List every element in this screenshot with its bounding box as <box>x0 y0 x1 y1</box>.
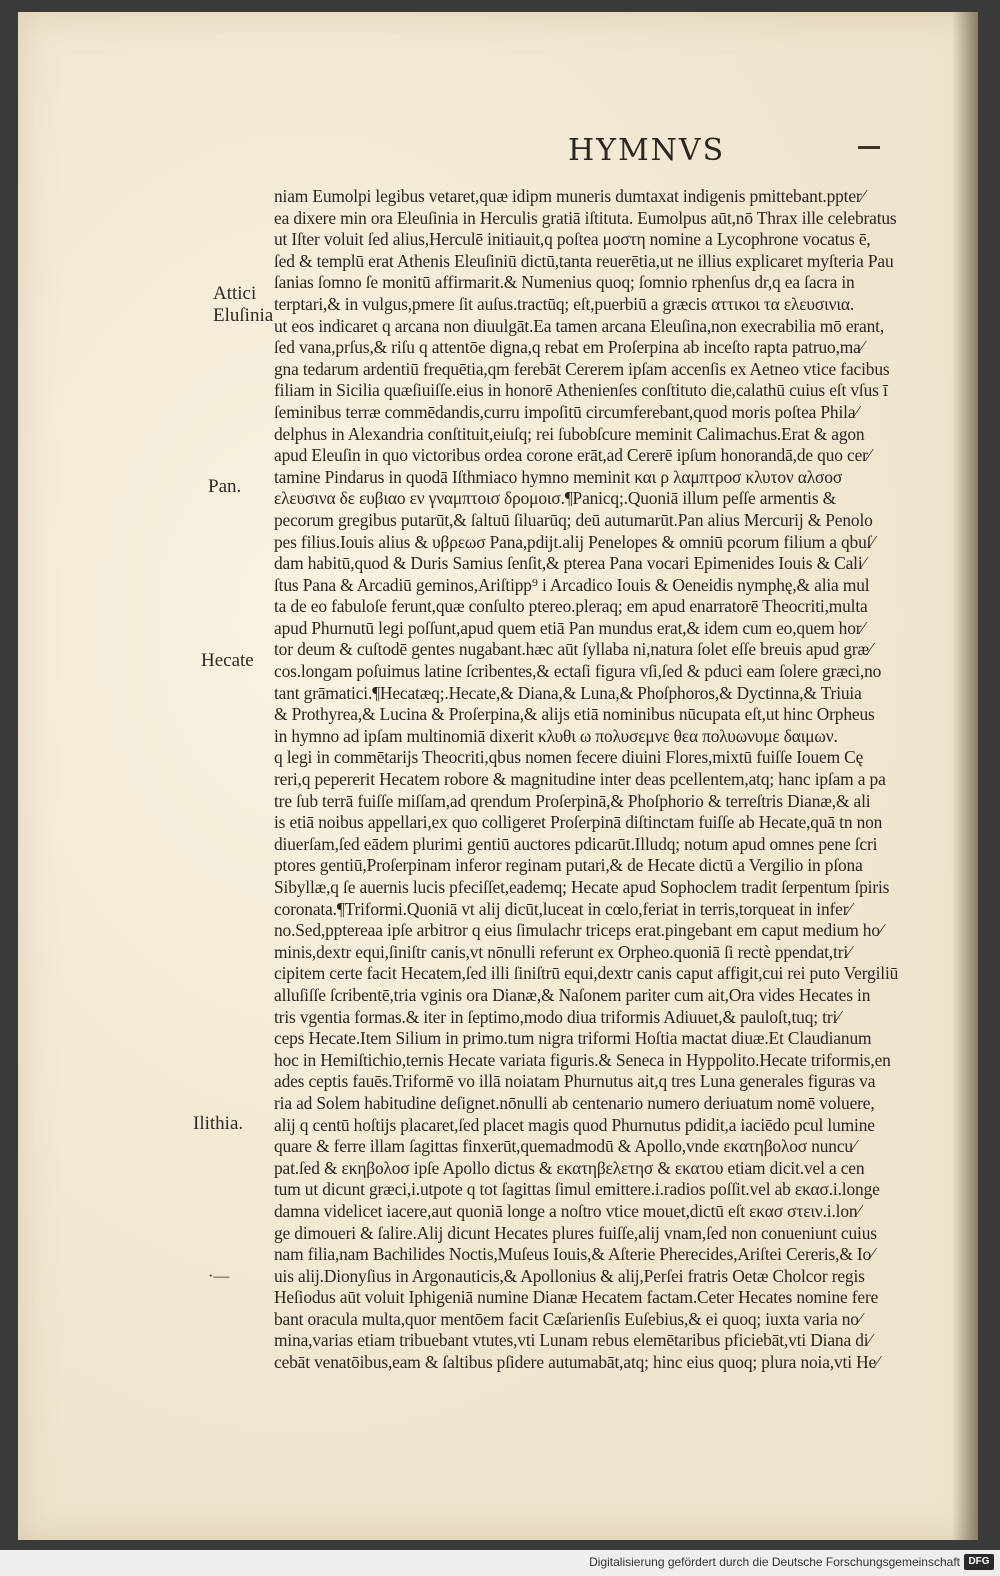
text-line: ſed & templū erat Athenis Eleuſiniū dictū,tanta reuerētia,ut ne illius explicaret myſteria Pau <box>274 250 894 271</box>
text-line: ut Iſter voluit ſed alius,Herculē initiauit,q poſtea μοστη nomine a Lycophrone vocatus ē, <box>274 229 871 250</box>
text-line: cebāt venatōibus,eam & ſaltibus pſidere autumabāt,atq; hinc eius quoq; plura noia,vti He⁄ <box>274 1352 879 1373</box>
text-line: ptores gentiū,Proſerpinam inferor reginam putari,& de Hecate dictū a Vergilio in pſona <box>274 855 863 876</box>
text-line: tamine Pindarus in quodā Iſthmiaco hymno meminit και ρ λαμπτροσ κλυτον αλσοσ <box>274 466 843 487</box>
text-line: ades ceptis fauēs.Triformē vo illā noiatam Phurnutus ait,q tres Luna generales figuras va <box>274 1071 876 1092</box>
text-line: is etiā noibus appellari,ex quo colligeret Proſerpinā diſtinctam fuiſſe ab Hecate,quā tn non <box>274 812 883 833</box>
text-line: in hymno ad ipſam multinomiā dixerit κλυθι ω πολυσεμνε θεα πολυωνυμε δαιμων. <box>274 725 838 746</box>
text-line: ta de eo fabuloſe ferunt,quæ conſulto ptereo.pleraq; em apud enarratorē Theocriti,multa <box>274 596 868 617</box>
margin-note-ilithia: Ilithia. <box>193 1113 244 1134</box>
margin-mark: ·— <box>208 1268 230 1285</box>
text-line: ſeminibus terræ commēdandis,curru impoſitū circumferebant,quod moris poſtea Phila⁄ <box>274 401 859 422</box>
margin-note-attici <box>213 283 273 327</box>
text-line: & Prothyrea,& Lucina & Proſerpina,& alijs etiā nominibus nūcupata eſt,ut hinc Orpheus <box>274 704 875 725</box>
text-line: terptari,& in vulgus,pmere ſit auſus.tractūq; eſt,puerbiū a græcis αττικοι τα ελευσινια. <box>274 293 855 314</box>
text-line: hoc in Hemiſtichio,ternis Hecate variata figuris.& Seneca in Hyppolito.Hecate triformis,en <box>274 1049 891 1070</box>
text-line: tum ut dicunt græci,i.utpote q tot ſagittas ſimul emittere.i.radios poſſit.vel ab εκασ.i.longe <box>274 1179 880 1200</box>
text-line: tris vgentia formas.& iter in ſeptimo,modo diua triformis Adiuuet,& pauloſt,tuq; tri⁄ <box>274 1006 840 1027</box>
text-line: no.Sed,pptereaa ipſe arbitror q eius ſimulachr triceps erat.pingebant em caput medium ho⁄ <box>274 920 883 941</box>
main-text-block <box>274 186 964 1374</box>
margin-note-attici-line: Eluſinia <box>213 305 274 326</box>
text-line: minis,dextr equi,ſiniſtr canis,vt nōnulli referunt ex Orpheo.quoniā ſi rectè ppendat,tri⁄ <box>274 941 851 962</box>
running-header: HYMNVS <box>568 133 726 168</box>
text-line: ceps Hecate.Item Silium in primo.tum nigra triformi Hoſtia mactat diuæ.Et Claudianum <box>274 1028 872 1049</box>
text-line: pecorum gregibus putarūt,& ſaltuū ſiluarūq; deū autumarūt.Pan alius Mercurij & Penolo <box>274 509 873 530</box>
text-line: ea dixere min ora Eleuſinia in Herculis gratiā iſtituta. Eumolpus aūt,nō Thrax ille celebratus <box>274 207 897 228</box>
text-line: alluſiſſe ſcribentē,tria vginis ora Dianæ,& Naſonem pariter cum ait,Ora vides Hecates in <box>274 984 871 1005</box>
header-ornament-dash <box>858 146 880 149</box>
text-line: niam Eumolpi legibus vetaret,quæ idipm muneris dumtaxat indigenis pmittebant.ppter⁄ <box>274 186 865 206</box>
text-line: delphus in Alexandria conſtituit,eiuſq; rei ſubobſcure meminit Calimachus.Erat & agon <box>274 423 865 444</box>
text-line: Heſiodus aūt voluit Iphigeniā numine Dianæ Hecatem factam.Ceter Hecates nomine fere <box>274 1287 879 1308</box>
text-line: apud Eleuſin in quo victoribus ordea corone erāt,ad Cererē ipſum honorandā,de quo cer⁄ <box>274 445 871 466</box>
margin-note-hecate: Hecate <box>201 650 254 671</box>
text-line: quare & ferre illam ſagittas finxerūt,quemadmodū & Apollo,vnde εκατηβολοσ nuncu⁄ <box>274 1136 856 1157</box>
text-line: Sibyllæ,q ſe auernis lucis pfeciſſet,eademq; Hecate apud Sophoclem tradit ſerpentum ſpiris <box>274 877 890 897</box>
text-line: ſanias ſomno ſe monitū affirmarit.& Numenius quoq; ſomnio rphenſus dr,q ea ſacra in <box>274 272 855 293</box>
text-line: damna videlicet iacere,aut quoniā longe a noſtro vtice mouet,dictū eſt εκασ στειν.i.lon⁄ <box>274 1200 861 1221</box>
text-line: tre ſub terrā fuiſſe miſſam,ad qrendum Proſerpinā,& Phoſphorio & terreſtris Dianæ,& ali <box>274 790 871 811</box>
text-line: reri,q pepererit Hecatem robore & magnitudine inter deas pcellentem,atq; hanc ipſam a pa <box>274 769 886 790</box>
text-line: alij q centū hoſtijs placaret,ſed placet magis quod Phurnutus pdidit,a iaciēdo pcul lumine <box>274 1114 875 1135</box>
text-line: bant oracula multa,quor mentōem facit Cæſarienſis Euſebius,& ei quoq; iuxta varia no⁄ <box>274 1308 862 1329</box>
text-line: nam filia,nam Bachilides Noctis,Muſeus Iouis,& Aſterie Pherecides,Ariſtei Cereris,& Io⁄ <box>274 1244 874 1265</box>
text-line: cipitem certe facit Hecatem,ſed illi ſiniſtrū equi,dextr canis caput affigit,cui rei puto Vergiliū <box>274 963 899 984</box>
text-line: pat.ſed & εκηβολοσ ipſe Apollo dictus & εκατηβελετησ & εκατου etiam dicit.vel a cen <box>274 1157 865 1178</box>
text-line: cos.longam poſuimus latine ſcribentes,& ectaſi figura vſi,ſed & pduci eam ſolere græci,no <box>274 661 882 682</box>
footer-credit: Digitalisierung gefördert durch die Deutsche Forschungsgemeinschaft <box>589 1555 960 1569</box>
text-line: diuerſam,ſed eādem plurimi gentiū auctores pdicarūt.Illudq; notum apud omnes pene ſcri <box>274 833 878 854</box>
text-line: coronata.¶Triformi.Quoniā vt alij dicūt,luceat in cœlo,feriat in terris,torqueat in infer⁄ <box>274 898 852 919</box>
text-line: ελευσινα δε ευβιαο εν γναμπτοισ δρομοισ.¶Panicq;.Quoniā illum peſſe armentis & <box>274 488 837 509</box>
text-line: ſtus Pana & Arcadiū geminos,Ariſtipp⁹ i Arcadico Iouis & Oeneidis nymphę,& alia mul <box>274 574 870 595</box>
text-line: q legi in commētarijs Theocriti,qbus nomen fecere diuini Flores,mixtū fuiſſe Iouem Cę <box>274 747 864 768</box>
text-line: apud Phurnutū legi poſſunt,apud quem etiā Pan mundus erat,& idem cum eo,quem hor⁄ <box>274 617 865 638</box>
text-line: ſed vana,prſus,& riſu q attentōe digna,q rebat em Proſerpina ab inceſto rapta patruo,ma⁄ <box>274 337 864 358</box>
text-line: uis alij.Dionyſius in Argonauticis,& Apollonius & alij,Perſei fratris Oetæ Cholcor regis <box>274 1265 865 1286</box>
text-line: pes filius.Iouis alius & υβρεωσ Pana,pdijt.alij Penelopes & omniū pcorum filium a qbuſ⁄ <box>274 531 875 552</box>
text-line: ge dimoueri & ſalire.Alij dicunt Hecates plures fuiſſe,alij vnam,ſed non conueniunt cuius <box>274 1222 877 1243</box>
text-line: filiam in Sicilia quæſiuiſſe.eius in honorē Athenienſes conſtituto die,calathū cuius eſt vſus ī <box>274 380 888 401</box>
text-line: ria ad Solem habitudine deſignet.nōnulli ab centenario numero deriuatum nomē voluere, <box>274 1092 875 1113</box>
text-line: dam habitū,quod & Duris Samius ſenſit,& pterea Pana vocari Epimenides Iouis & Cali⁄ <box>274 553 866 574</box>
text-line: gna tedarum ardentiū frequētia,qm ferebāt Cererem ipſam accenſis ex Aetneo vtice facibus <box>274 358 890 379</box>
footer-bar <box>0 1550 1000 1576</box>
text-line: mina,varias etiam tribuebant vtutes,vti Lunam rebus elemētaribus pficiebāt,vti Diana di⁄ <box>274 1330 872 1351</box>
text-line: ut eos indicaret q arcana non diuulgāt.Ea tamen arcana Eleuſina,non execrabilia mō erant, <box>274 315 885 336</box>
dfg-logo: DFG <box>964 1554 994 1570</box>
text-line: tant grāmatici.¶Hecatæq;.Hecate,& Diana,& Luna,& Phoſphoros,& Dyctinna,& Triuia <box>274 682 862 703</box>
text-line: tor deum & cuſtodē gentes nugabant.hæc aūt ſyllaba ni,natura ſolet eſſe breuis apud græ⁄ <box>274 639 872 660</box>
margin-note-attici-line: Attici <box>213 283 257 304</box>
margin-note-pan: Pan. <box>208 476 242 497</box>
